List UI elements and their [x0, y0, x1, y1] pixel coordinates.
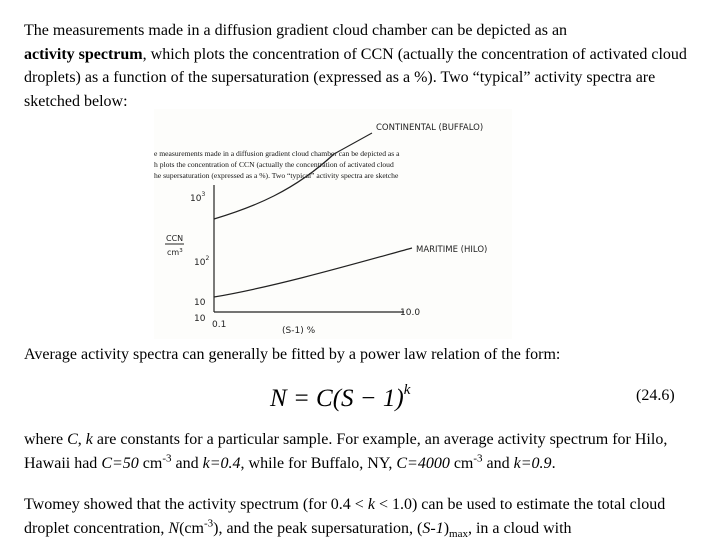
fit-paragraph: Average activity spectra can generally be fitted by a power law relation of the form:	[24, 346, 561, 363]
formula-lhs: N	[270, 385, 287, 412]
ytick-1000: $10^3$	[190, 191, 206, 204]
pasted-text-line-2: h plots the concentration of CCN (actually the concentration of activated cloud	[154, 160, 394, 169]
pasted-text-line-1: e measurements made in a diffusion gradient cloud chamber can be depicted as a	[154, 149, 400, 158]
twomey-paragraph: Twomey showed that the activity spectrum (for 0.4 < k < 1.0) can be used to estimate the total cloud droplet concentration, $N(cm^{-3})$, and the peak supersaturation, $(S-1)_{max}$, in a cloud with	[24, 496, 666, 540]
maritime-curve	[214, 248, 412, 297]
intro-text-2: , which plots the concentration of CCN (actually the concentration of activated cloud droplets) as a function of the supersaturation (expressed as a %). Two “typical” activity spectra are sketched below:	[24, 45, 687, 110]
activity-spectra-sketch	[154, 109, 512, 339]
x-axis-label: (S-1) %	[282, 326, 316, 336]
intro-paragraph	[24, 19, 692, 113]
power-law-formula	[270, 382, 410, 413]
formula-exponent: k	[403, 382, 411, 398]
continental-label: CONTINENTAL (BUFFALO)	[376, 123, 484, 133]
maritime-label: MARITIME (HILO)	[416, 245, 488, 255]
pasted-text-line-3: he supersaturation (expressed as a %). Two “typical” activity spectra are sketche	[154, 171, 399, 180]
ytick-100: $10^2$	[194, 255, 210, 268]
intro-text-1: The measurements made in a diffusion gradient cloud chamber can be depicted as an	[24, 22, 568, 39]
example-paragraph: where C, k are constants for a particular sample. For example, an average activity spectrum for Hilo, Hawaii had C=50 $cm^{-3}$ and k=0.4, while for Buffalo, NY, C=4000 $cm^{-3}$ and k=0.9.	[24, 431, 668, 472]
xtick-end: 10.0	[400, 308, 421, 318]
equation-number: (24.6)	[636, 387, 675, 404]
ytick-10: 10	[194, 298, 206, 308]
activity-spectrum-term: activity spectrum	[24, 45, 143, 63]
y-axis-label-bottom: $cm^3$	[167, 248, 183, 257]
y-axis-label-top: CCN	[166, 234, 184, 243]
xtick-start: 0.1	[212, 320, 227, 330]
ytick-1: 10	[194, 314, 206, 324]
formula-rhs: = C(S − 1)	[292, 385, 404, 412]
